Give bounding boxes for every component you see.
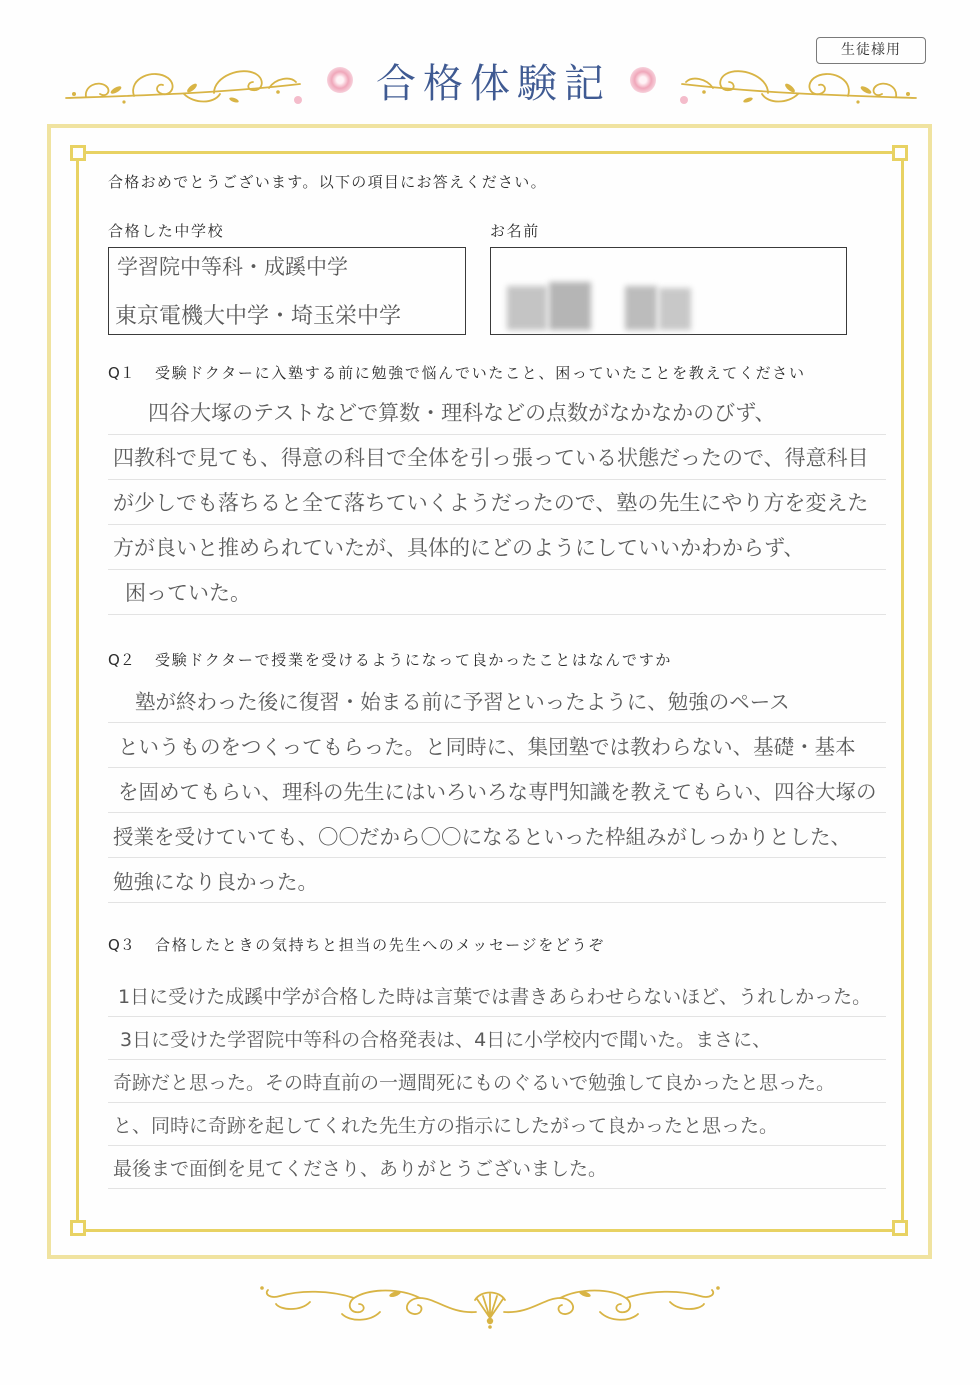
student-use-badge: 生徒様用 xyxy=(816,37,926,64)
frame-corner-top-left xyxy=(70,145,86,161)
answer-3-line-1 xyxy=(108,974,886,1017)
redacted-name-blur-3 xyxy=(625,286,657,330)
answer-2-text-4: 授業を受けていても、〇〇だから〇〇になるといった枠組みがしっかりとした、 xyxy=(113,825,851,849)
answer-2-line-3 xyxy=(108,768,886,813)
question-3-text: 合格したときの気持ちと担当の先生へのメッセージをどうぞ xyxy=(155,936,606,954)
school-line-1: 学習院中等科・成蹊中学 xyxy=(117,255,348,279)
bottom-flourish-ornament xyxy=(250,1268,730,1330)
school-line-2: 東京電機大中学・埼玉栄中学 xyxy=(115,304,402,329)
question-2-number: Q２ xyxy=(108,651,135,669)
question-2-text: 受験ドクターで授業を受けるようになって良かったことはなんですか xyxy=(155,651,673,669)
answer-3-text-4: と、同時に奇跡を起してくれた先生方の指示にしたがって良かったと思った。 xyxy=(113,1114,779,1137)
answer-1-line-2 xyxy=(108,435,886,480)
answer-2-text-3: を固めてもらい、理科の先生にはいろいろな専門知識を教えてもらい、四谷大塚の xyxy=(118,780,877,804)
question-1-number: Q１ xyxy=(108,364,135,382)
answer-1-line-5 xyxy=(108,570,886,615)
answer-1-text-5: 困っていた。 xyxy=(125,581,251,605)
answer-2-text-1: 塾が終わった後に復習・始まる前に予習といったように、勉強のペース xyxy=(135,690,790,714)
name-label: お名前 xyxy=(490,222,540,240)
question-3 xyxy=(108,935,605,955)
question-1-text: 受験ドクターに入塾する前に勉強で悩んでいたこと、困っていたことを教えてください xyxy=(155,364,806,382)
redacted-name-blur-1 xyxy=(507,286,547,330)
answer-1-text-2: 四教科で見ても、得意の科目で全体を引っ張っている状態だったので、得意科目 xyxy=(113,446,869,470)
answer-1-line-1 xyxy=(108,390,886,435)
answer-3-text-1: 1日に受けた成蹊中学が合格した時は言葉では書きあらわせらないほど、うれしかった。 xyxy=(118,985,872,1008)
name-box xyxy=(490,247,847,335)
answer-1-text-3: が少しでも落ちると全て落ちていくようだったので、塾の先生にやり方を変えた xyxy=(113,491,869,515)
answer-1-text-1: 四谷大塚のテストなどで算数・理科などの点数がなかなかのびず、 xyxy=(148,401,776,425)
answer-3-line-2 xyxy=(108,1017,886,1060)
answer-3-text-5: 最後まで面倒を見てくださり、ありがとうございました。 xyxy=(113,1157,608,1180)
answer-2-line-4 xyxy=(108,813,886,858)
redacted-name-blur-2 xyxy=(549,282,591,330)
answer-3-line-3 xyxy=(108,1060,886,1103)
answer-2-text-2: というものをつくってもらった。と同時に、集団塾では教わらない、基礎・基本 xyxy=(118,735,856,759)
answer-1-line-3 xyxy=(108,480,886,525)
redacted-name-blur-4 xyxy=(659,288,691,330)
answer-2-text-5: 勉強になり良かった。 xyxy=(113,870,318,894)
answer-3-text-2: 3日に受けた学習院中等科の合格発表は、4日に小学校内で聞いた。まさに、 xyxy=(120,1028,772,1051)
school-box xyxy=(108,247,466,335)
frame-corner-bottom-left xyxy=(70,1220,86,1236)
answer-1-text-4: 方が良いと推められていたが、具体的にどのようにしていいかわからず、 xyxy=(113,536,805,560)
question-3-number: Q３ xyxy=(108,936,135,954)
answer-2-line-2 xyxy=(108,723,886,768)
school-label: 合格した中学校 xyxy=(108,222,225,240)
page-title: 合格体験記 xyxy=(376,61,611,107)
frame-corner-top-right xyxy=(892,145,908,161)
answer-2-line-5 xyxy=(108,858,886,903)
answer-3-line-5 xyxy=(108,1146,886,1189)
answer-1-line-4 xyxy=(108,525,886,570)
answer-2-line-1 xyxy=(108,678,886,723)
question-2 xyxy=(108,650,672,670)
answer-3-line-4 xyxy=(108,1103,886,1146)
intro-text: 合格おめでとうございます。以下の項目にお答えください。 xyxy=(108,173,547,191)
answer-3-text-3: 奇跡だと思った。その時直前の一週間死にものぐるいで勉強して良かったと思った。 xyxy=(113,1071,836,1094)
frame-corner-bottom-right xyxy=(892,1220,908,1236)
question-1 xyxy=(108,363,806,383)
